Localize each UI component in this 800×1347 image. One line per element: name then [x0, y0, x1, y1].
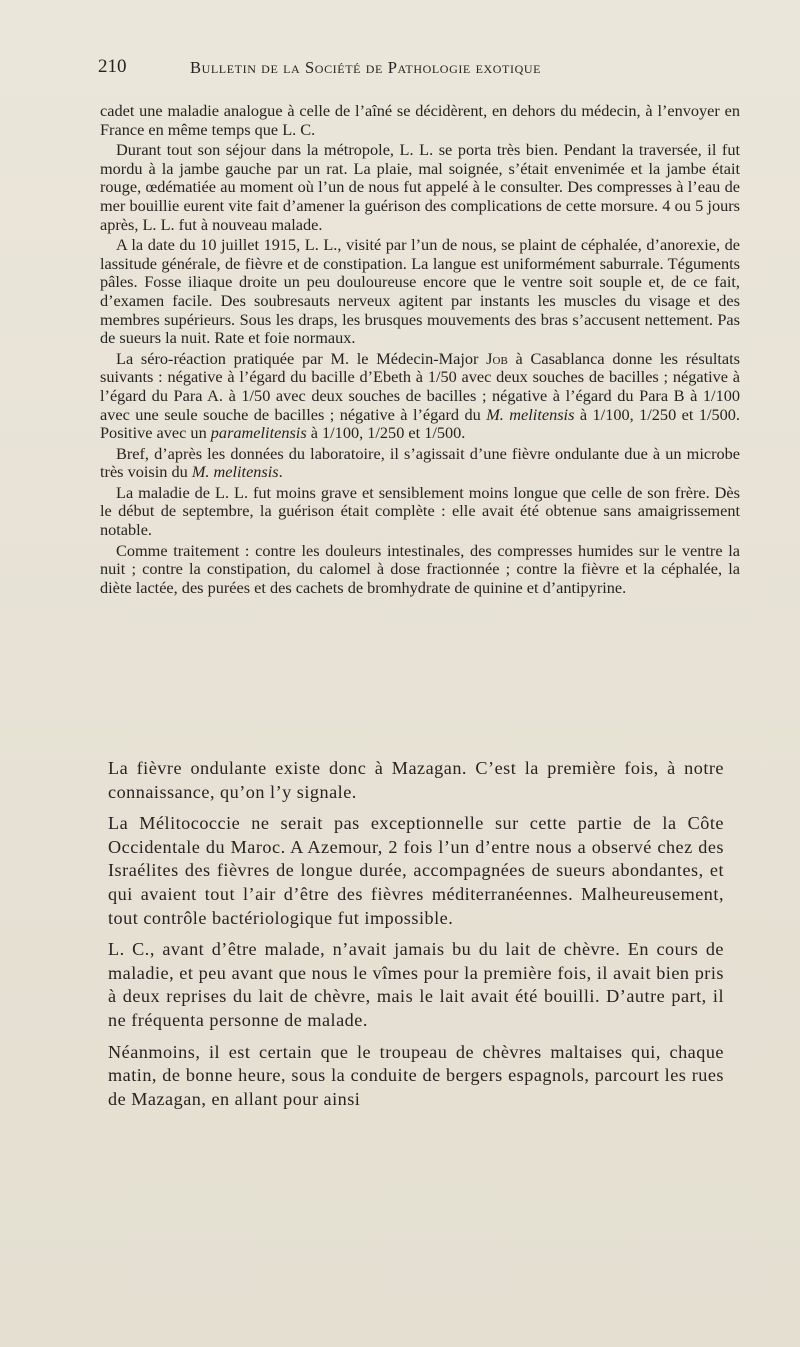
paragraph: cadet une maladie analogue à celle de l’aîné se décidèrent, en dehors du médecin, à l’envoyer en France en même temps que L. C. — [100, 101, 740, 139]
paragraph: La maladie de L. L. fut moins grave et sensiblement moins longue que celle de son frère. Dès le début de septembre, la guérison était complète : elle avait été obtenue sans amaigrissement notable. — [100, 482, 740, 540]
text-run: à 1/100, 1/250 et 1/500. Positive avec un — [100, 404, 741, 443]
paragraph: Comme traitement : contre les douleurs intestinales, des compresses humides sur le ventre la nuit ; contre la constipation, du calomel à dose fractionnée ; contre la fièvre et la céphalée, la diète lactée, des purées et des cachets de bromhydrate de quinine et d’antipyrine. — [100, 540, 740, 597]
text-run: La séro-réaction pratiquée par M. le Médecin-Major — [116, 348, 487, 368]
paragraph — [100, 445, 740, 482]
species-name: M. melitensis — [486, 404, 575, 424]
journal-title: Bulletin de la Société de Pathologie exotique — [190, 58, 542, 77]
case-report-small-print — [100, 102, 740, 599]
paragraph — [100, 350, 740, 443]
paragraph: L. C., avant d’être malade, n’avait jamais bu du lait de chèvre. En cours de maladie, et peu avant que nous le vîmes pour la première fois, il avait bien pris à deux reprises du lait de chèvre, mais le lait avait été bouilli. D’autre part, il ne fréquenta personne de malade. — [108, 939, 724, 1030]
paragraph: La fièvre ondulante existe donc à Mazagan. C’est la première fois, à notre connaissance, qu’on l’y signale. — [108, 758, 724, 802]
author-name: Job — [486, 348, 508, 368]
paragraph: A la date du 10 juillet 1915, L. L., visité par l’un de nous, se plaint de céphalée, d’anorexie, de lassitude générale, de fièvre et de constipation. La langue est uniformément saburrale. Téguments pâles. Fosse iliaque droite un peu douloureuse encore que le ventre soit souple et, de ce fait, d’examen facile. Des soubresauts nerveux agitent par instants les muscles du visage et des membres supérieurs. Sous les draps, les brusques mouvements des bras s’accusent nettement. Pas de sueurs la nuit. Rate et foie normaux. — [100, 235, 740, 348]
paragraph: Néanmoins, il est certain que le troupeau de chèvres maltaises qui, chaque matin, de bonne heure, sous la conduite de bergers espagnols, parcourt les rues de Mazagan, en allant pour ainsi — [108, 1041, 724, 1109]
page-number: 210 — [98, 56, 127, 77]
paragraph: Durant tout son séjour dans la métropole, L. L. se porta très bien. Pendant la traversée, il fut mordu à la jambe gauche par un rat. La plaie, mal soignée, s’était envenimée et la jambe était rouge, œdématiée au moment où l’un de nous fut appelé à le consulter. Des compresses à l’eau de mer bouillie eurent vite fait d’amener la guérison des complications de cette morsure. 4 ou 5 jours après, L. L. fut à nouveau malade. — [100, 140, 740, 234]
text-run: . — [278, 462, 283, 482]
species-name: M. melitensis — [191, 462, 279, 482]
paragraph: La Mélitococcie ne serait pas exceptionnelle sur cette partie de la Côte Occidentale du Maroc. A Azemour, 2 fois l’un d’entre nous a observé chez des Israélites des fièvres de longue durée, accompagnées de sueurs abondantes, et qui avaient tout l’air d’être des fièvres méditerranéennes. Malheureusement, tout contrôle bactériologique fut impossible. — [108, 813, 724, 928]
text-run: Bref, d’après les données du laboratoire, il s’agissait d’une fièvre ondulante due à un microbe très voisin du — [100, 443, 740, 482]
discussion-body — [108, 757, 724, 1119]
running-header — [98, 56, 748, 86]
text-run: à Casablanca donne les résultats suivants : négative à l’égard du bacille d’Ebeth à 1/50 avec deux souches de bacilles ; négative à l’égard du Para A. à 1/50 avec deux souches de bacilles ; négative à l’égard du Para B à 1/100 avec une seule souche de bacilles ; négative à l’égard du — [100, 348, 740, 424]
species-name: paramelitensis — [210, 423, 307, 443]
text-run: à 1/100, 1/250 et 1/500. — [306, 423, 466, 443]
